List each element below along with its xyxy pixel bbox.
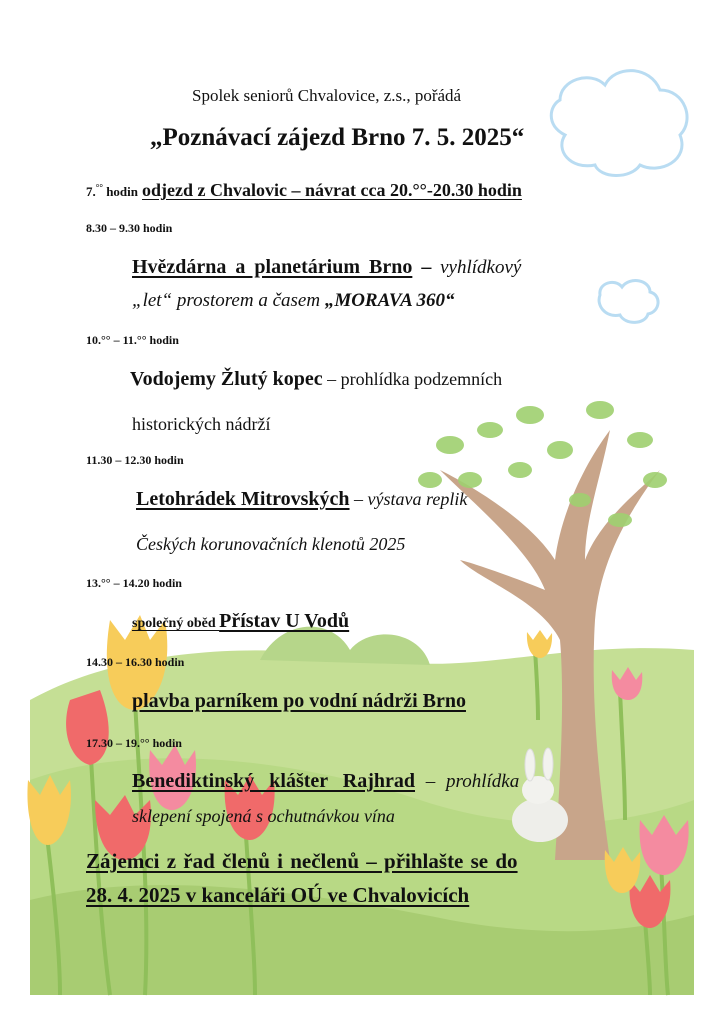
page-title: „Poznávací zájezd Brno 7. 5. 2025“ xyxy=(150,124,525,151)
program-item-1-name: Hvězdárna a planetárium Brno xyxy=(132,256,413,278)
time-slot-1: 8.30 – 9.30 hodin xyxy=(86,221,173,235)
time-slot-2: 10.°° – 11.°° hodin xyxy=(86,333,179,347)
cloud-icon xyxy=(551,71,687,323)
time-slot-5: 14.30 – 16.30 hodin xyxy=(86,655,185,669)
departure-line xyxy=(86,180,522,201)
program-item-2-name: Vodojemy Žlutý kopec xyxy=(130,368,323,390)
time-slot-6: 17.30 – 19.°° hodin xyxy=(86,736,182,750)
program-item-6-name: Benediktinský klášter Rajhrad xyxy=(132,770,416,792)
program-item-6: Benediktinský klášter Rajhrad – prohlídka xyxy=(132,770,520,792)
time-slot-3: 11.30 – 12.30 hodin xyxy=(86,453,184,467)
closing-line-1: Zájemci z řad členů i nečlenů – přihlašte se do xyxy=(86,849,518,873)
program-item-4: společný oběd Přístav U Vodů xyxy=(132,610,350,632)
organizer-line: Spolek seniorů Chvalovice, z.s., pořádá xyxy=(192,86,462,105)
departure-text: odjezd z Chvalovic – návrat cca 20.°°-20.30 hodin xyxy=(142,180,522,200)
program-item-2: Vodojemy Žlutý kopec – prohlídka podzemních xyxy=(130,368,503,390)
program-item-4-name: Přístav U Vodů xyxy=(219,610,350,632)
closing-line-2: 28. 4. 2025 v kanceláři OÚ ve Chvalovicích xyxy=(86,883,470,907)
departure-time: 7.°° hodin xyxy=(86,182,139,199)
program-item-2-desc: historických nádrží xyxy=(132,414,271,434)
program-item-3: Letohrádek Mitrovských – výstava replik xyxy=(136,488,468,510)
program-item-1: Hvězdárna a planetárium Brno – vyhlídkový xyxy=(132,256,522,278)
program-item-5-name: plavba parníkem po vodní nádrži Brno xyxy=(132,690,466,712)
program-item-6-desc: sklepení spojená s ochutnávkou vína xyxy=(132,806,395,826)
program-item-3-name: Letohrádek Mitrovských xyxy=(136,488,350,510)
program-item-1-desc: „let“ prostorem a časem „MORAVA 360“ xyxy=(132,290,455,311)
time-slot-4: 13.°° – 14.20 hodin xyxy=(86,576,182,590)
program-item-3-desc: Českých korunovačních klenotů 2025 xyxy=(136,534,406,554)
